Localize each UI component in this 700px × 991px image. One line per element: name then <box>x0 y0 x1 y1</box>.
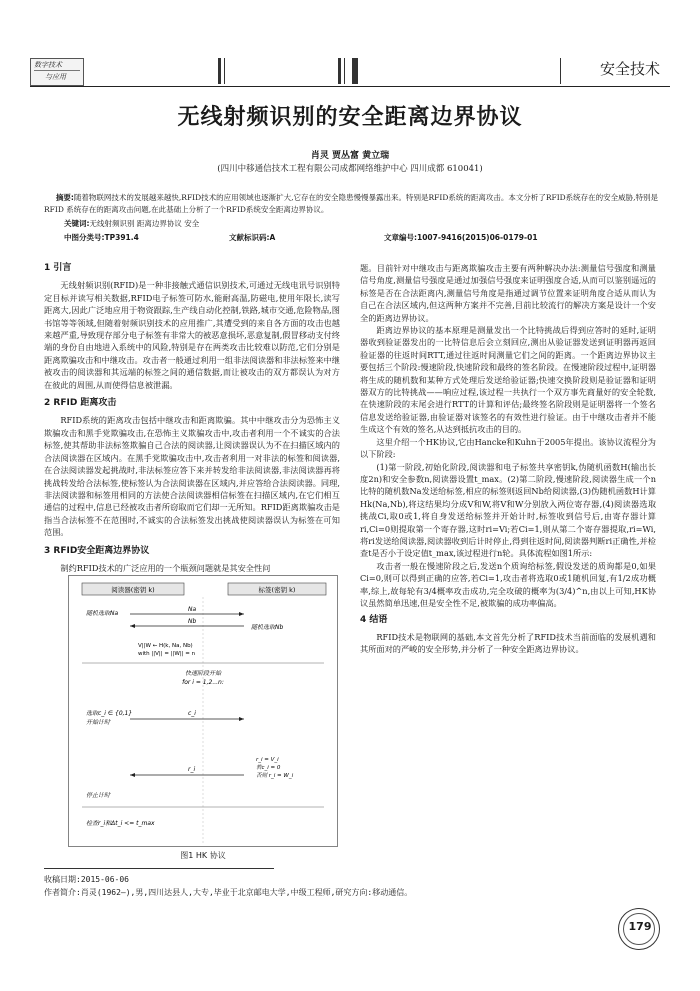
right-paragraph-3: 这里介绍一个HK协议,它由Hancke和Kuhn于2005年提出。该协议流程分为以下阶段: <box>360 436 656 460</box>
header-decor-bar <box>352 58 358 84</box>
logo-line-1: 数字技术 <box>34 61 62 69</box>
na-label: Na <box>188 606 197 613</box>
right-paragraph-5: 攻击者一般在慢速阶段之后,发送n个质询给标签,假设发送的质询都是0,如果Ci=0,则可以得到正确的应答,若Ci=1,攻击者将选取0或1随机回复,有1/2成功概率,综上,故每轮有3/4概率攻击成功,完全攻破的概率为(3/4)^n,由以上可知,HK协议虽然简单迅速,但是安全性不足,被欺骗的成功率偏高。 <box>360 560 656 608</box>
clc-number: 中图分类号:TP391.4 <box>64 233 139 242</box>
document-code: 文献标识码:A <box>229 233 276 242</box>
article-number: 文章编号:1007-9416(2015)06-0179-01 <box>384 233 538 242</box>
footnote-rule <box>44 868 274 869</box>
section-4-heading: 4 结语 <box>360 615 388 626</box>
header-decor-bar <box>338 58 341 84</box>
section-2-heading: 2 RFID 距离攻击 <box>44 398 117 409</box>
reader-header: 阅读器(密钥 k) <box>111 586 155 594</box>
section-2-paragraph: RFID系统的距离攻击包括中继攻击和距离欺骗。其中中继攻击分为恐怖主义欺骗攻击和黑手党欺骗攻击,在恐怖主义欺骗攻击中,攻击者利用一个不诚实的合法标签,使其帮助非法标签欺骗自己合法的阅读器,让阅读器误认为不在扫描区域内的合法阅读器在区域内。在黑手党欺骗攻击中,攻击者利用一对非法的标签和阅读器,在合法阅读器发起挑战时,非法标签应答下来并转发给非法阅读器,非法阅读器再将挑战转发给合法标签,使标签认为合法阅读器在区域内,并应答给合法阅读器。同理,非法阅读器和标签用相同的方法使合法阅读器相信标签在扫描区域内,在它们相互通信的过程中,信息已经被攻击者所窃取而它们却一无所知。RFID距离欺骗攻击是指当合法标签不在范围时,不诚实的合法标签发出挑战使阅读器误认为标签在可知范围。 <box>44 415 340 538</box>
right-paragraph-4: (1)第一阶段,初始化阶段,阅读器和电子标签共享密钥k,伪随机函数H(输出长度2n)和安全参数n,阅读器设置t_max。(2)第二阶段,慢速阶段,阅读器生成一个n比特的随机数Na发送给标签,相应的标签则返回Nb给阅读器,(3)伪随机函数H计算Hk(Na,Nb),将这结果均分成V和W,将V和W分别放入两位寄存器,(4)阅读器选取挑战Ci,取0或1,将自身发送给标签并开始计时,标签收到信号后,由寄存器计算ri,Ci=0则提取第一个寄存器,这时ri=Vi;若Ci=1,则从第二个寄存器提取,ri=Wi,将ri发送给阅读器,阅读器收到后计时停止,得到往返时间,阅读器判断ri正确性,并检查t是否小于设定值t_max,该过程进行n轮。具体流程如图1所示: <box>360 461 656 559</box>
article-title: 无线射频识别的安全距离边界协议 <box>177 104 523 130</box>
nb-label: Nb <box>188 618 197 625</box>
abstract-text: 随着物联网技术的发展越来越快,RFID技术的应用领域也逐渐扩大,它存在的安全隐患慢慢暴露出来。特别是RFID系统的距离攻击。本文分析了RFID系统存在的安全威胁,特别是RFID 系统存在的距离攻击问题,在此基础上分析了一个RFID系统安全距离边界协议。 <box>44 193 659 214</box>
author-bio: 作者简介:肖灵(1962—),男,四川达县人,大专,毕业于北京邮电大学,中级工程师,研究方向:移动通信。 <box>44 888 413 897</box>
keywords <box>64 218 682 230</box>
hk-protocol-figure <box>68 575 338 847</box>
ci-label: c_i <box>188 710 196 717</box>
header-decor-bar <box>344 58 345 84</box>
section-3-heading: 3 RFID安全距离边界协议 <box>44 545 150 556</box>
authors: 肖灵 贾丛富 黄立瑞 <box>310 151 390 161</box>
received-date: 收稿日期:2015-06-06 <box>44 875 129 884</box>
keywords-text: 无线射频识别 距离边界协议 安全 <box>89 219 200 228</box>
header-decor-bar <box>560 58 561 84</box>
pick-challenge-label: 选取c_i ∈ {0,1} <box>86 710 133 717</box>
header-decor-bar <box>218 58 221 84</box>
header-rule <box>30 86 670 87</box>
abstract-label: 摘要: <box>55 193 74 202</box>
right-column <box>360 262 656 656</box>
tag-response-2: 若c_i = 0 <box>256 765 281 771</box>
fast-phase-label: 快速阶段开始 <box>184 670 222 677</box>
tag-header: 标签(密钥 k) <box>258 586 296 594</box>
check-label: 检查r_i和Δt_i <= t_max <box>86 820 155 827</box>
right-paragraph-1: 题。目前针对中继攻击与距离欺骗攻击主要有两种解决办法:测量信号强度和测量信号角度,测量信号强度是通过加强信号强度来证明强度合适,从而可以鉴别遥远的标签是否在合法距离内,测量信号角度是指通过调节位置来证明角度合适从而认为自己在合法区域内,但这两种方案并不完善,目前比较流行的解决方案是设计一个安全的距离边界协议。 <box>360 263 656 323</box>
logo-line-2: 与应用 <box>45 73 66 81</box>
prf-line-1: V||W ← H(k, Na, Nb) <box>138 643 193 649</box>
reader-random-na: 随机选取Na <box>86 610 119 617</box>
header-decor-bar <box>224 58 225 84</box>
left-column <box>44 262 340 574</box>
section-1-paragraph: 无线射频识别(RFID)是一种非接触式通信识别技术,可通过无线电讯号识别特定目标并读写相关数据,RFID电子标签可防水,能耐高温,防磁电,使用年限长,读写距离大,因此广泛地应用于物资跟踪,生产线自动化控制,铁路,城市交通,危险物品,图书馆等等领域,但随着射频识别技术的应用推广,其遭受到的来自各方面的攻击也越来越严重,导致现存部分电子标签有非常大的被恶意损坏,恶意复制,假冒移动支付终端的身份自由地进入系统中的风险,特别是存在两类攻击比较难以防范,它们分别是距离欺骗攻击和中继攻击。攻击者一般通过利用一组非法阅读器和非法标签来中继被攻击的阅读器和其远端的标签之间的通信数据,而让被攻击的双方都误认为对方在彼此的周围,从而使得信息被泄漏。 <box>44 280 340 390</box>
figure-caption: 图1 HK 协议 <box>180 851 226 860</box>
abstract <box>44 192 662 216</box>
tag-response-1: r_i = V_i <box>256 757 279 763</box>
affiliation: (四川中移通信技术工程有限公司成都网络维护中心 四川成都 610041) <box>217 164 483 174</box>
section-4-paragraph: RFID技术是物联网的基础,本文首先分析了RFID技术当前面临的发展机遇和其所面对的严峻的安全形势,并分析了一种安全距离边界协议。 <box>360 631 656 655</box>
section-1-heading: 1 引言 <box>44 263 72 273</box>
section-label: 安全技术 <box>599 60 660 78</box>
right-paragraph-2: 距离边界协议的基本原理是测量发出一个比特挑战后得到应答时的延时,证明器收到验证器发出的一比特信息后会立刻回应,测出从验证器发送到证明器再返回验证器的往返时间RTT,通过往返时间测量它们之间的距离。一个距离边界协议主要包括三个阶段:慢速阶段,快速阶段和最终的签名阶段。在慢速阶段过程中,证明器将生成的随机数和某种方式处理后发送给验证器;快速交换阶段则是验证器和证明器双方的比特挑战——响应过程,该过程一共执行一个双方事先商量好的安全轮数,在快速阶段的末尾会进行RTT的计算和评估;最终签名阶段则是证明器将一个签名信息发送给验证器,由验证器对该签名的有效性进行验证。由于中继攻击者并不能生成这个有效的签名,从达到抵抗攻击的目的。 <box>360 325 656 435</box>
tag-random-nb: 随机选取Nb <box>251 624 284 631</box>
keywords-label: 关键词: <box>64 219 90 228</box>
for-loop-label: for i = 1,2...n: <box>182 679 224 686</box>
journal-logo <box>30 58 84 86</box>
stop-timer-label: 停止计时 <box>86 792 111 799</box>
start-timer-label: 开始计时 <box>86 719 111 726</box>
tag-response-3: 否则 r_i = W_i <box>256 773 294 779</box>
ri-label: r_i <box>188 766 196 773</box>
prf-line-2: with ||V|| = ||W|| = n <box>138 651 196 657</box>
page-number: 179 <box>628 920 652 933</box>
section-3-paragraph: 制约RFID技术的广泛应用的一个瓶颈问题就是其安全性问 <box>60 562 271 573</box>
